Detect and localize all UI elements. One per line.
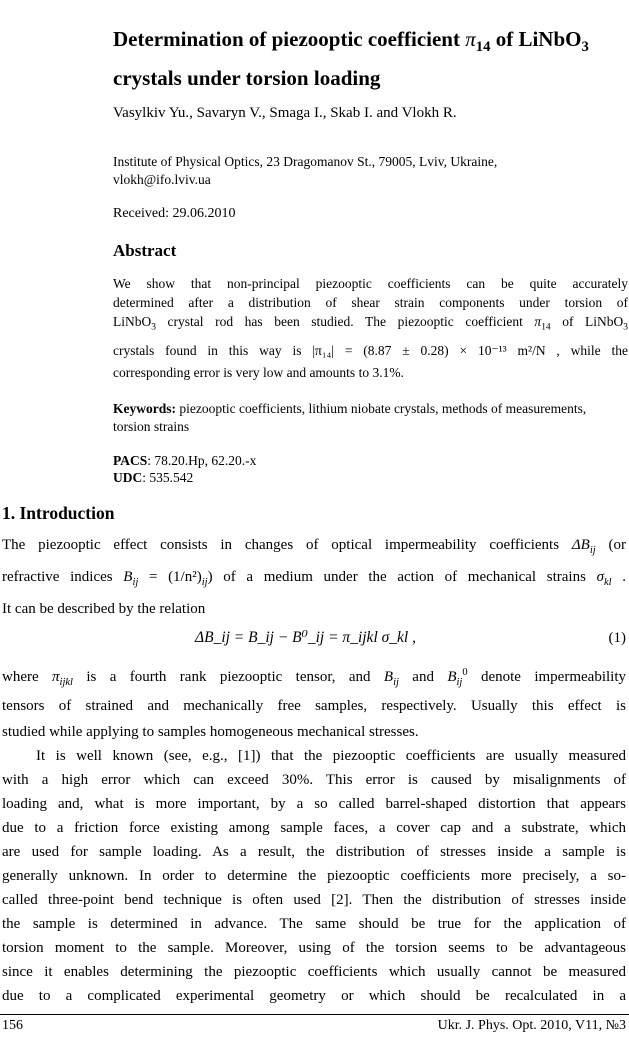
journal-reference: Ukr. J. Phys. Opt. 2010, V11, №3: [437, 1018, 626, 1033]
email-link[interactable]: vlokh@ifo.lviv.ua: [113, 172, 211, 187]
pi-symbol: π: [465, 27, 476, 51]
intro-line-2: refractive indices $B_{ij} = (1/n^2)_{ij}$) of a medium under the action of mechanical strains $\sigma_{kl}$ .: [2, 569, 626, 588]
intro-p3-line: torsion moment to the sample. Moreover, using of the torsion seems to be advantageous: [2, 940, 626, 956]
intro-p3-line: with a high error which can exceed 30%. This error is caused by misalignments of: [2, 772, 626, 788]
result-formula: |π₁₄| = (8.87 ± 0.28) × 10⁻¹³ m²/N: [312, 342, 546, 358]
affiliation: Institute of Physical Optics, 23 Dragomanov St., 79005, Lviv, Ukraine, vlokh@ifo.lviv.ua: [113, 154, 498, 187]
intro-p3-line: generally unknown. In order to determine the piezooptic coefficients more precisely, a so-: [2, 868, 626, 884]
intro-line-5: tensors of strained and mechanically free samples, respectively. Usually this effect is: [2, 698, 626, 714]
abstract-heading: Abstract: [113, 241, 177, 260]
intro-p3-line: It is well known (see, e.g., [1]) that the piezooptic coefficients are usually measured: [36, 748, 626, 764]
keywords: Keywords: piezooptic coefficients, lithium niobate crystals, methods of measurements, torsion strains: [113, 401, 587, 434]
intro-line-3: It can be described by the relation: [2, 601, 206, 617]
paper-title: Determination of piezooptic coefficient $\pi_{14}$ of LiNbO$_3$ crystals under torsion loading: [113, 27, 589, 91]
page-number: 156: [2, 1018, 23, 1033]
authors: Vasylkiv Yu., Savaryn V., Smaga I., Skab I. and Vlokh R.: [113, 105, 457, 121]
received-date: Received: 29.06.2010: [113, 206, 236, 221]
intro-p3-line: called three-point bend technique is often used [2]. Then the distribution of stresses inside: [2, 892, 626, 908]
intro-line-1: The piezooptic effect consists in changes of optical impermeability coefficients $\Delta B_{ij}$ (or: [2, 537, 626, 556]
intro-p3-line: due to a friction force existing among sample faces, a cover cap and a substrate, which: [2, 820, 626, 836]
intro-p3-line: the sample is determined in advance. The same should be true for the application of: [2, 916, 626, 932]
intro-p3-line: loading and, what is more important, by a so called barrel-shaped distortion that appears: [2, 796, 626, 812]
footer-divider: [0, 1014, 629, 1015]
classification-codes: PACS: 78.20.Hp, 62.20.-x UDC: 535.542: [113, 453, 257, 485]
abstract-text: We show that non-principal piezooptic coefficients can be quite accurately determined after a distribution of shear strain components under torsion of LiNbO$_3$ crystal rod has been studied. The piezooptic coefficient $\pi_{14}$ of LiNbO$_3$ crystals found in this way is |π₁₄| = (8.87 ± 0.28) × 10⁻¹³ m²/N , while the corresponding error is very low and amounts to 3.1%.: [113, 276, 628, 380]
intro-line-6: studied while applying to samples homogeneous mechanical stresses.: [2, 724, 419, 740]
intro-p3-line: due to a complicated experimental geometry or which should be recalculated in a: [2, 988, 626, 1004]
equation-number: (1): [608, 630, 626, 646]
intro-line-4: where $\pi_{ijkl}$ is a fourth rank piezooptic tensor, and $B_{ij}$ and $B_{ij}^0$ denote impermeability: [2, 667, 626, 688]
equation-1: ΔB_ij = B_ij − B⁰_ij = π_ijkl σ_kl ,: [195, 629, 416, 646]
intro-p3-line: are used for sample loading. As a result, the distribution of stresses inside a sample is: [2, 844, 626, 860]
intro-p3-line: since it enables determining the piezooptic coefficients which usually cannot be measured: [2, 964, 626, 980]
section-heading-introduction: 1. Introduction: [2, 503, 115, 523]
